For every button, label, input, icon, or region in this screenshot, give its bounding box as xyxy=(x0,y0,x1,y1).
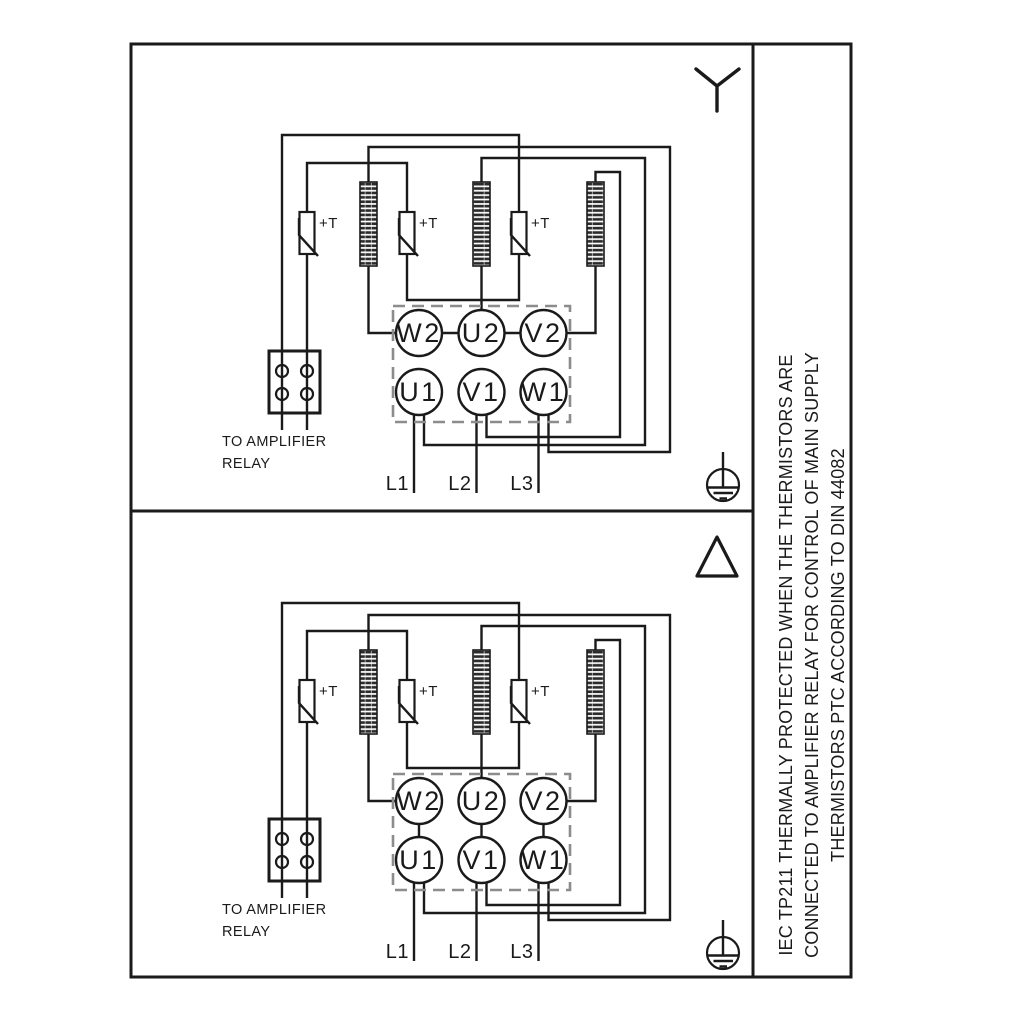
relay-note-line1: TO AMPLIFIER xyxy=(222,902,327,918)
terminal-label-v2: V2 xyxy=(524,318,563,348)
supply-label-l2: L2 xyxy=(448,473,472,495)
terminal-label-w2: W2 xyxy=(396,318,442,348)
terminal-label-w1: W1 xyxy=(520,377,567,407)
supply-label-l1: L1 xyxy=(385,941,409,963)
supply-label-l3: L3 xyxy=(510,941,534,963)
terminal-label-v1: V1 xyxy=(462,377,501,407)
thermistor-label: +T xyxy=(531,215,550,232)
terminal-label-v2: V2 xyxy=(524,786,563,816)
terminal-label-u2: U2 xyxy=(461,786,502,816)
terminal-label-v1: V1 xyxy=(462,845,501,875)
terminal-label-w1: W1 xyxy=(520,845,567,875)
supply-label-l1: L1 xyxy=(385,473,409,495)
supply-label-l3: L3 xyxy=(510,473,534,495)
side-note-line3: THERMISTORS PTC ACCORDING TO DIN 44082 xyxy=(828,448,848,862)
thermistor-label: +T xyxy=(319,215,338,232)
relay-note-line1: TO AMPLIFIER xyxy=(222,434,327,450)
terminal-label-u1: U1 xyxy=(399,377,439,407)
terminal-label-w2: W2 xyxy=(396,786,442,816)
relay-note-line2: RELAY xyxy=(222,924,271,940)
side-note-line2: CONNECTED TO AMPLIFIER RELAY FOR CONTROL OF MAIN SUPPLY xyxy=(802,352,822,958)
terminal-label-u1: U1 xyxy=(399,845,439,875)
supply-label-l2: L2 xyxy=(448,941,472,963)
terminal-label-u2: U2 xyxy=(461,318,502,348)
thermistor-label: +T xyxy=(531,683,550,700)
side-note-line1: IEC TP211 THERMALLY PROTECTED WHEN THE THERMISTORS ARE xyxy=(776,354,796,956)
thermistor-label: +T xyxy=(319,683,338,700)
thermistor-label: +T xyxy=(419,683,438,700)
relay-note-line2: RELAY xyxy=(222,456,271,472)
thermistor-label: +T xyxy=(419,215,438,232)
